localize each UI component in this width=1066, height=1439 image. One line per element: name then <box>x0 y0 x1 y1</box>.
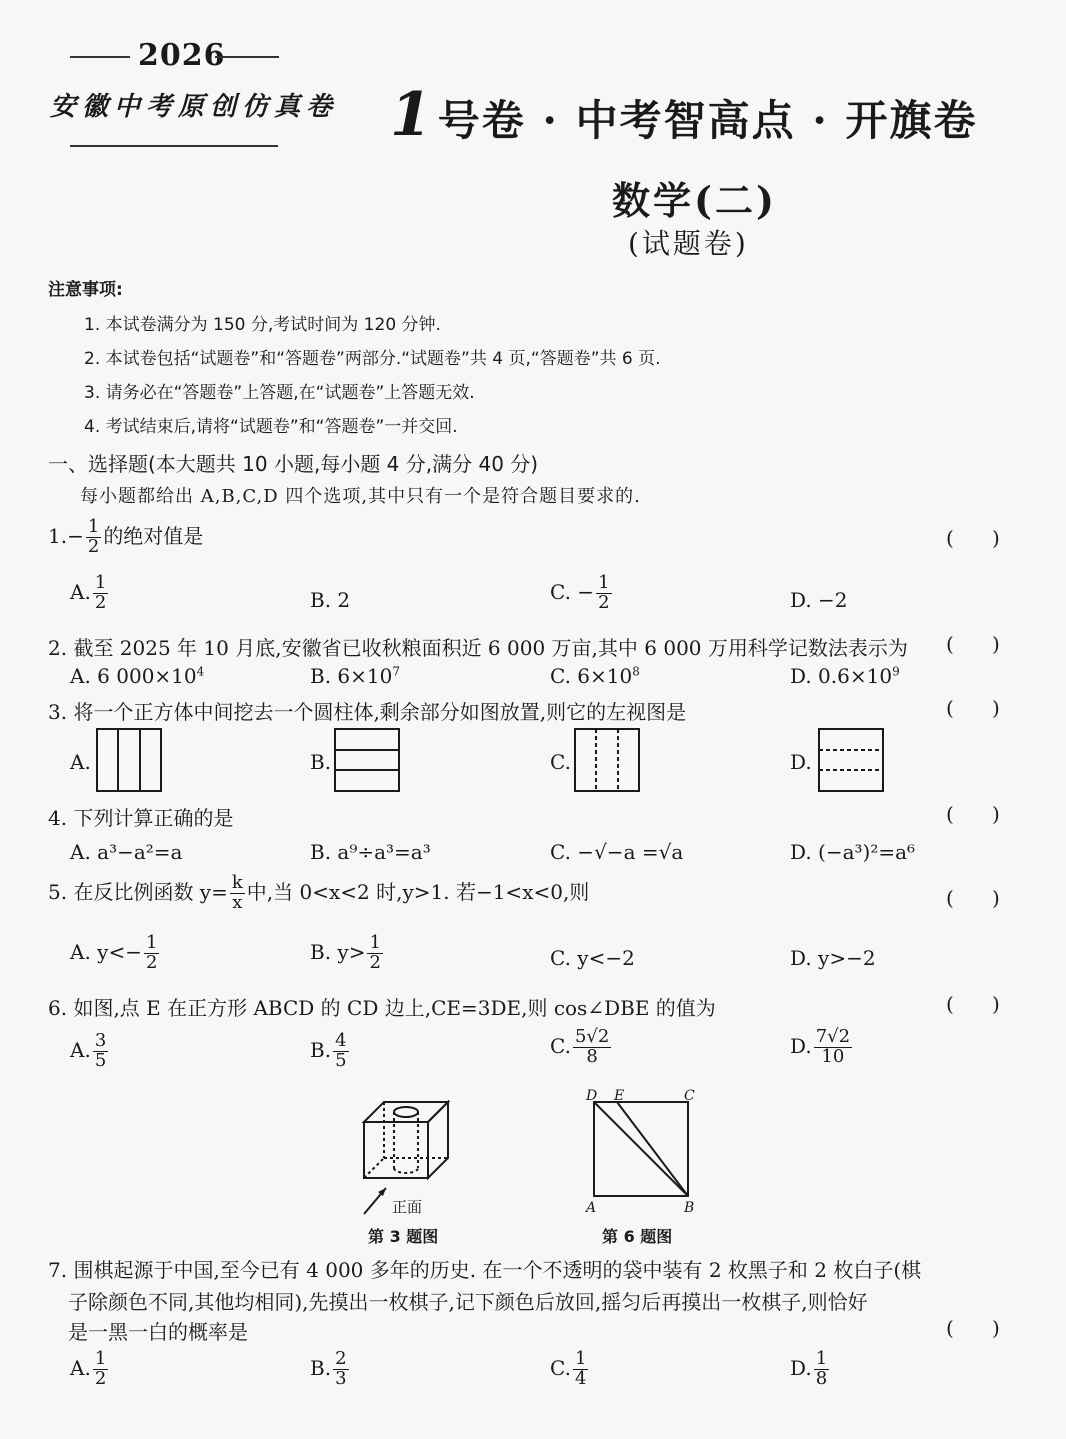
q1-option-a: A. $\frac{1}{2}$ <box>70 572 107 613</box>
q6-option-a: A. $\frac{3}{5}$ <box>70 1030 107 1071</box>
question-6: 6. 如图,点 E 在正方形 ABCD 的 CD 边上,CE=3DE,则 cos∠DBE 的值为 <box>48 996 716 1020</box>
q5-option-c: C. y<−2 <box>550 946 635 970</box>
q1-option-c: C. − $\frac{1}{2}$ <box>550 572 610 613</box>
answer-bracket: ( ) <box>946 886 1000 910</box>
q2-option-d: D. $0.6\times 10^9$ <box>790 664 900 688</box>
q3-option-d-label: D. <box>790 750 812 774</box>
q4-option-b: B. a⁹÷a³=a³ <box>310 840 431 864</box>
question-7-line1: 7. 围棋起源于中国,至今已有 4 000 多年的历史. 在一个不透明的袋中装有 2 枚黑子和 2 枚白子(棋 <box>48 1258 922 1282</box>
question-7-line2: 子除颜色不同,其他均相同),先摸出一枚棋子,记下颜色后放回,摇匀后再摸出一枚棋子,则恰好 <box>68 1290 868 1314</box>
figure-6-square <box>584 1086 702 1216</box>
q5-option-a: A. y<− $\frac{1}{2}$ <box>70 932 158 973</box>
q1-option-d: D. −2 <box>790 588 848 612</box>
answer-bracket: ( ) <box>946 802 1000 826</box>
question-1: 1.− $\frac{1}{2}$ 的绝对值是 <box>48 516 204 557</box>
q5-option-b: B. y> $\frac{1}{2}$ <box>310 932 381 973</box>
vertex-c-label: C <box>684 1088 695 1104</box>
q6-option-b: B. $\frac{4}{5}$ <box>310 1030 347 1071</box>
q2-option-b: B. $6\times 10^7$ <box>310 664 400 688</box>
exam-series: 安徽中考原创仿真卷 <box>50 92 339 122</box>
q6-option-c: C. $\frac{5√2}{8}$ <box>550 1026 610 1067</box>
vertex-d-label: D <box>586 1088 598 1104</box>
figure-6-caption: 第 6 题图 <box>602 1227 673 1246</box>
q4-option-a: A. a³−a²=a <box>70 840 183 864</box>
header-rule <box>215 56 279 58</box>
section-desc: 每小题都给出 A,B,C,D 四个选项,其中只有一个是符合题目要求的. <box>80 486 641 507</box>
notice-item: 3. 请务必在“答题卷”上答题,在“试题卷”上答题无效. <box>84 383 475 403</box>
q3-option-b-label: B. <box>310 750 332 774</box>
q5-option-d: D. y>−2 <box>790 946 876 970</box>
q7-option-b: B. $\frac{2}{3}$ <box>310 1348 347 1389</box>
header-rule-bottom <box>70 145 278 147</box>
q2-option-c: C. $6\times 10^8$ <box>550 664 640 688</box>
answer-bracket: ( ) <box>946 696 1000 720</box>
subject-title: 数学(二) <box>612 178 777 223</box>
point-e-label: E <box>614 1088 625 1104</box>
question-3: 3. 将一个正方体中间挖去一个圆柱体,剩余部分如图放置,则它的左视图是 <box>48 700 687 724</box>
q3-option-a-figure <box>96 728 164 794</box>
answer-bracket: ( ) <box>946 1316 1000 1340</box>
notice-item: 4. 考试结束后,请将“试题卷”和“答题卷”一并交回. <box>84 417 458 437</box>
vertex-a-label: A <box>586 1200 597 1216</box>
brand-text: 号卷 · 中考智高点 · 开旗卷 <box>437 96 978 145</box>
exam-brand <box>390 80 977 150</box>
volume-title: (试题卷) <box>628 227 749 260</box>
q3-option-c-figure <box>574 728 642 794</box>
question-5: 5. 在反比例函数 y= $\frac{k}{x}$ 中,当 0<x<2 时,y>1. 若−1<x<0,则 <box>48 872 590 913</box>
notice-item: 1. 本试卷满分为 150 分,考试时间为 120 分钟. <box>84 315 441 335</box>
question-4: 4. 下列计算正确的是 <box>48 806 234 830</box>
q3-option-d-figure <box>818 728 886 794</box>
q3-option-a-label: A. <box>70 750 91 774</box>
q6-option-d: D. $\frac{7√2}{10}$ <box>790 1026 851 1067</box>
q3-option-b-figure <box>334 728 402 794</box>
q7-option-c: C. $\frac{1}{4}$ <box>550 1348 587 1389</box>
figure-3-front-label: 正面 <box>392 1198 423 1216</box>
exam-year: 2026 <box>70 38 226 73</box>
q4-option-d: D. (−a³)²=a⁶ <box>790 840 916 864</box>
q7-option-a: A. $\frac{1}{2}$ <box>70 1348 107 1389</box>
question-2: 2. 截至 2025 年 10 月底,安徽省已收秋粮面积近 6 000 万亩,其中 6 000 万用科学记数法表示为 <box>48 636 908 660</box>
answer-bracket: ( ) <box>946 632 1000 656</box>
vertex-b-label: B <box>684 1200 695 1216</box>
answer-bracket: ( ) <box>946 526 1000 550</box>
q3-option-c-label: C. <box>550 750 571 774</box>
notice-title: 注意事项: <box>48 280 123 300</box>
figure-3-caption: 第 3 题图 <box>368 1227 439 1246</box>
q1-option-b: B. 2 <box>310 588 351 612</box>
q4-option-c: C. −√−a =√a <box>550 840 684 864</box>
notice-item: 2. 本试卷包括“试题卷”和“答题卷”两部分.“试题卷”共 4 页,“答题卷”共 6 页. <box>84 349 661 369</box>
answer-bracket: ( ) <box>946 992 1000 1016</box>
q7-option-d: D. $\frac{1}{8}$ <box>790 1348 828 1389</box>
q2-option-a: A. 6 $000\times 10^4$ <box>70 664 205 688</box>
question-7-line3: 是一黑一白的概率是 <box>68 1320 248 1344</box>
brand-number: 1 <box>390 80 434 150</box>
section-title: 一、选择题(本大题共 10 小题,每小题 4 分,满分 40 分) <box>48 452 539 476</box>
